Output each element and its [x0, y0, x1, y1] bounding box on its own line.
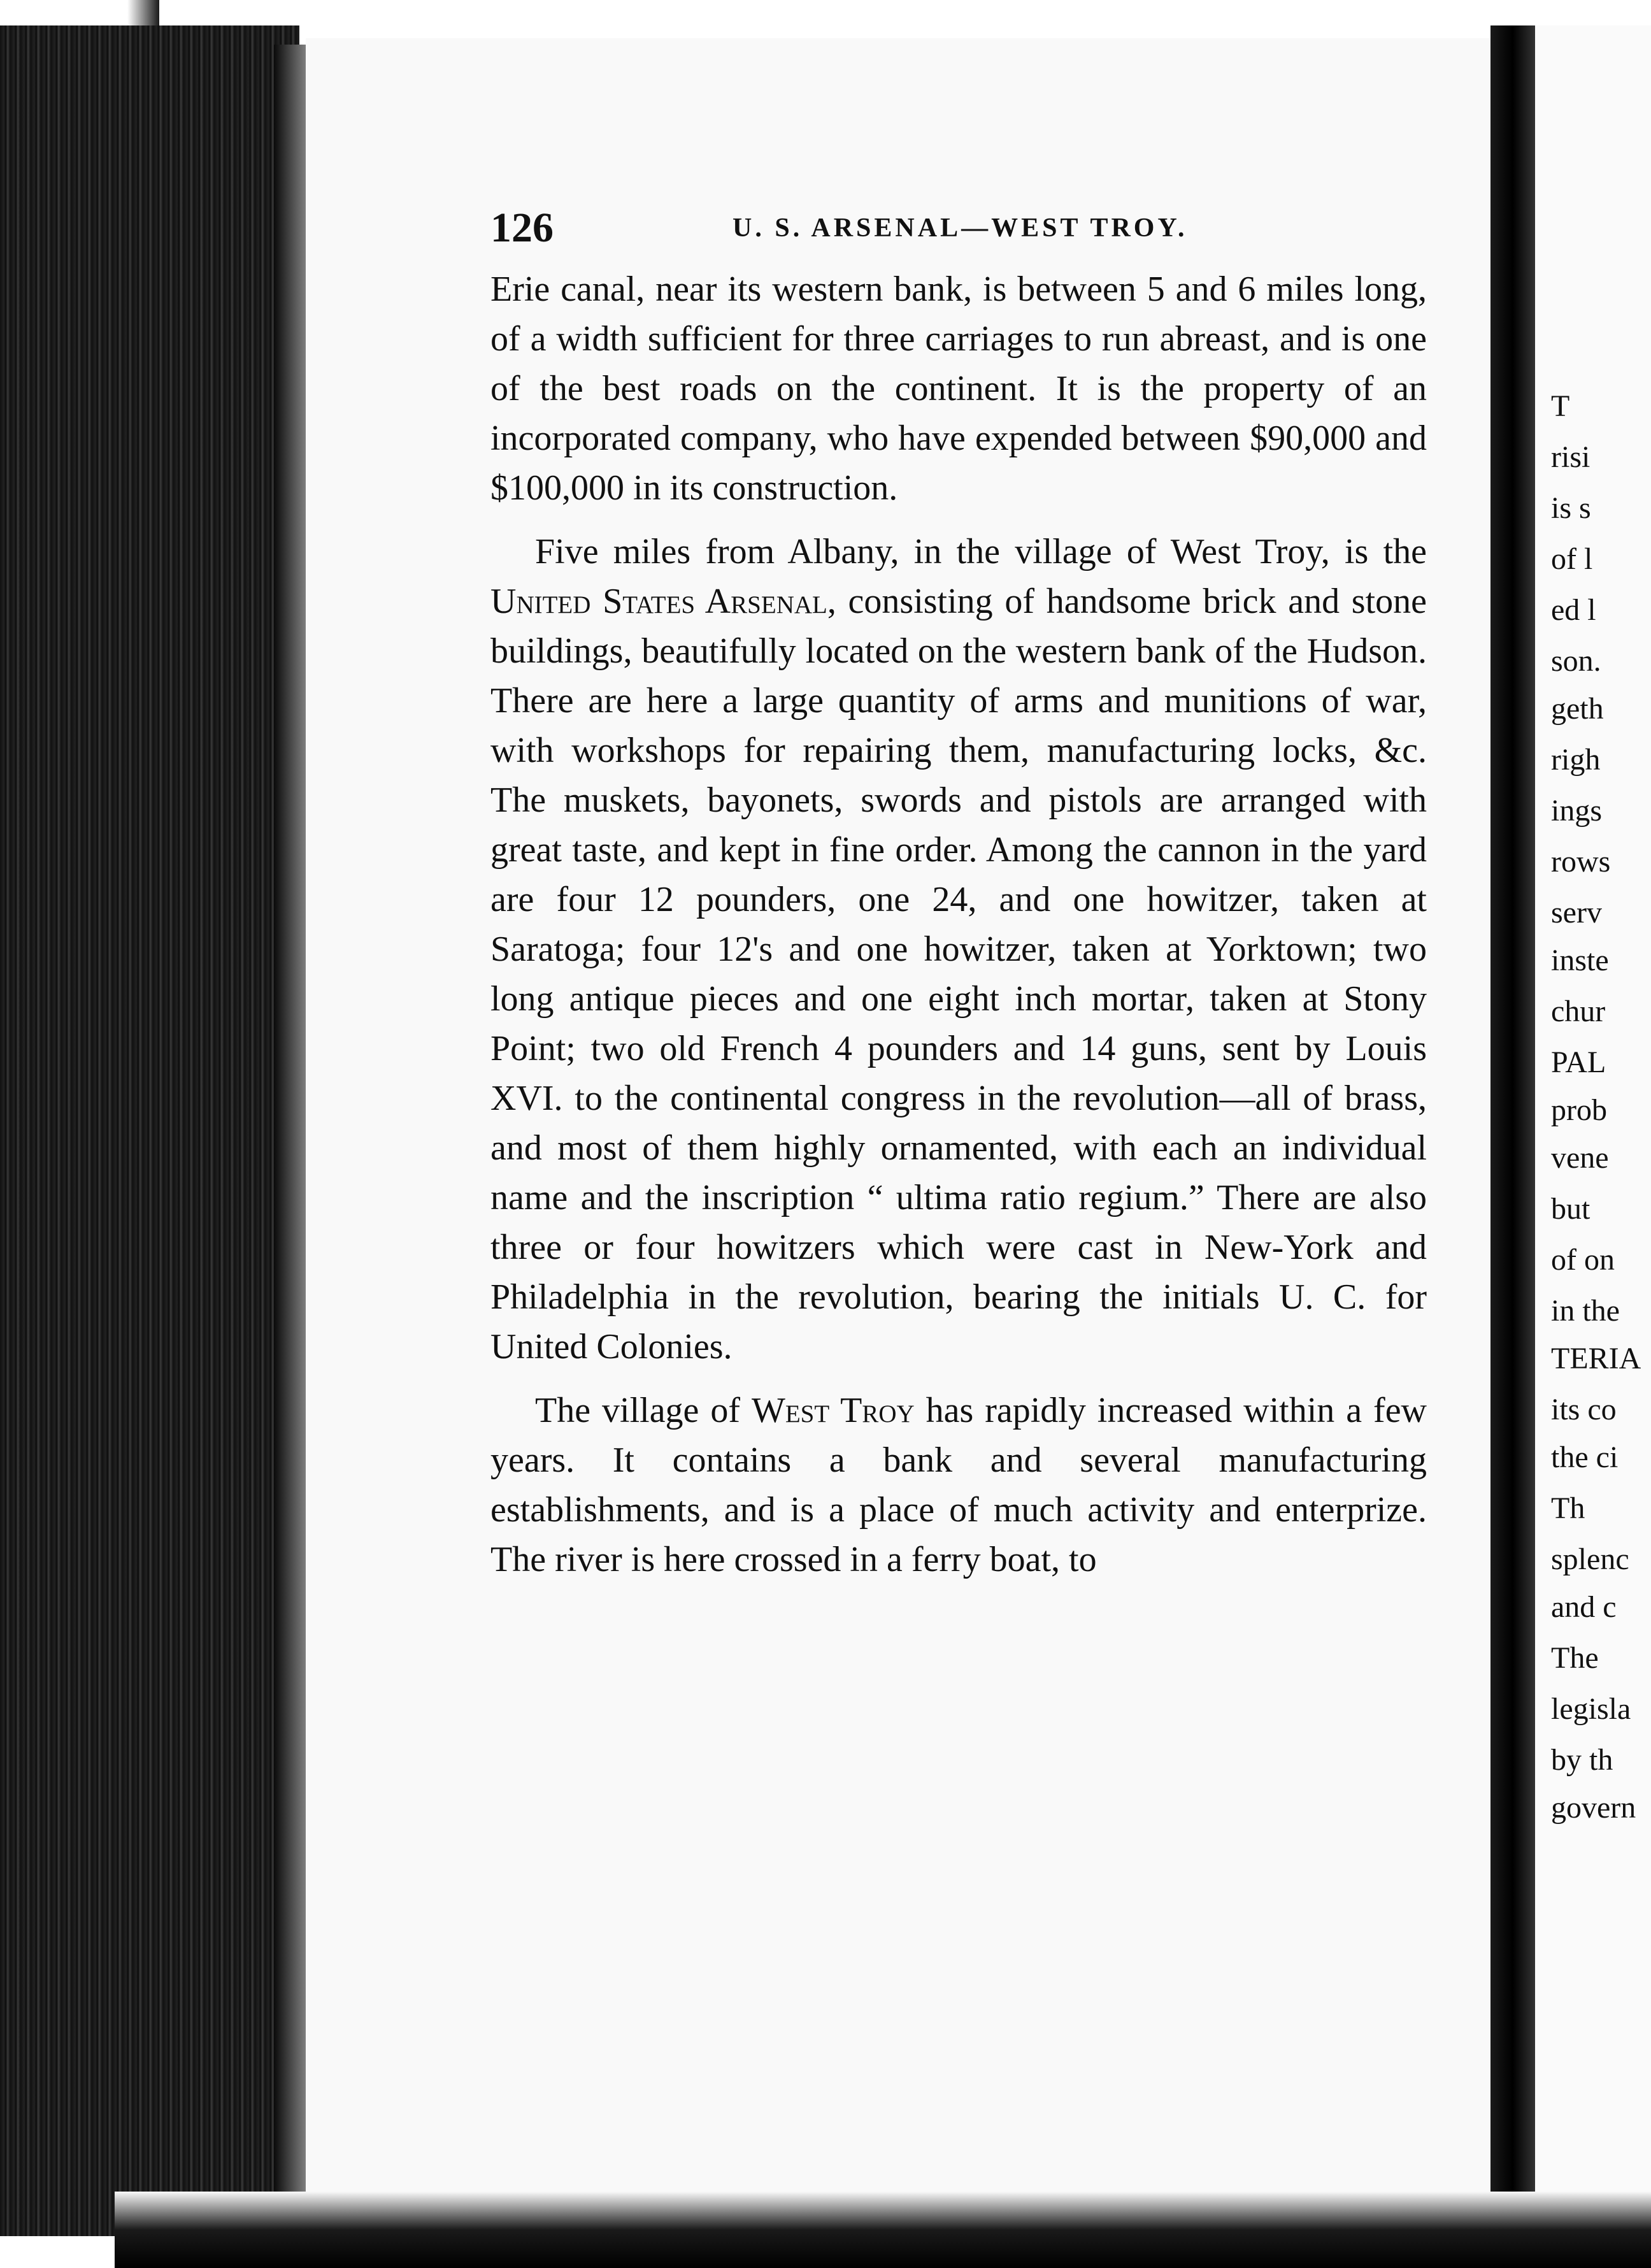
right-page-line: son.	[1551, 644, 1601, 678]
right-page-line: risi	[1551, 440, 1590, 474]
page-number: 126	[490, 205, 554, 251]
village-name: West Troy	[751, 1391, 915, 1430]
arsenal-name: United States Arsenal	[490, 582, 827, 621]
page-header	[490, 204, 1191, 255]
body-text	[490, 264, 1427, 1598]
paragraph-3-rest: has rapidly increased within a few years. It contains a bank and several manufacturing establishments, and is a place of much activity and enterprize. The river is here crossed in a ferry boat, to	[490, 1391, 1427, 1579]
paragraph-3-start: The village of	[535, 1391, 752, 1430]
right-page-line: chur	[1551, 994, 1606, 1028]
right-page-line: vene	[1551, 1141, 1609, 1175]
right-page-line: of on	[1551, 1243, 1615, 1277]
right-page-line: righ	[1551, 743, 1601, 777]
right-page-line: Th	[1551, 1491, 1585, 1525]
right-page-line: in the	[1551, 1294, 1620, 1328]
right-page-line: is s	[1551, 491, 1591, 525]
right-page-line: T	[1551, 389, 1570, 423]
right-page-line: The	[1551, 1641, 1599, 1675]
right-page-line: ings	[1551, 794, 1603, 828]
right-page-line: TERIA	[1551, 1342, 1641, 1375]
right-page-line: and c	[1551, 1590, 1617, 1624]
right-page-line: its co	[1551, 1393, 1617, 1426]
running-head: U. S. ARSENAL—WEST TROY.	[733, 213, 1188, 243]
right-page-line: geth	[1551, 692, 1604, 726]
right-page-line: inste	[1551, 944, 1609, 977]
book-gutter	[1490, 25, 1535, 2243]
right-page-line: ed l	[1551, 593, 1596, 627]
right-page-line: of l	[1551, 542, 1593, 576]
paragraph-2-rest: , consisting of handsome brick and stone buildings, beautifully located on the western bank of the Hudson. There are here a large quantity of arms and munitions of war, with workshops for repairing them, manufacturing locks, &c. The muskets, bayonets, swords and pistols are arranged with great taste, and kept in fine order. Among the cannon in the yard are four 12 pounders, one 24, and one howitzer, taken at Saratoga; four 12's and one howitzer, taken at Yorktown; two long antique pieces and one eight inch mortar, taken at Stony Point; two old French 4 pounders and 14 guns, sent by Louis XVI. to the continental congress in the revolution—all of brass, and most of them highly ornamented, with each an individual name and the inscription “ ultima ratio regium.” There are also three or four howitzers which were cast in New-York and Philadelphia in the revolution, bearing the initials U. C. for United Colonies.	[490, 582, 1427, 1367]
right-page-line: PAL	[1551, 1045, 1606, 1079]
right-page-line: by th	[1551, 1743, 1613, 1777]
book-bottom-edge	[115, 2192, 1651, 2268]
right-page	[1535, 25, 1651, 2243]
paragraph-2	[490, 527, 1427, 1372]
right-page-line: the ci	[1551, 1440, 1619, 1474]
paragraph-2-start: Five miles from Albany, in the village of West Troy, is the	[535, 532, 1427, 571]
right-page-line: govern	[1551, 1791, 1636, 1825]
right-page-line: but	[1551, 1192, 1590, 1226]
paragraph-1: Erie canal, near its western bank, is between 5 and 6 miles long, of a width sufficient for three carriages to run abreast, and is one of the best roads on the continent. It is the property of an incorporated company, who have expended between $90,000 and $100,000 in its construction.	[490, 269, 1427, 508]
right-page-line: splenc	[1551, 1542, 1629, 1576]
paragraph-3	[490, 1386, 1427, 1584]
right-page-line: rows	[1551, 845, 1611, 879]
right-page-line: serv	[1551, 896, 1602, 929]
book-fore-edge	[0, 25, 299, 2236]
right-page-line: legisla	[1551, 1692, 1631, 1726]
right-page-line: prob	[1551, 1093, 1607, 1127]
